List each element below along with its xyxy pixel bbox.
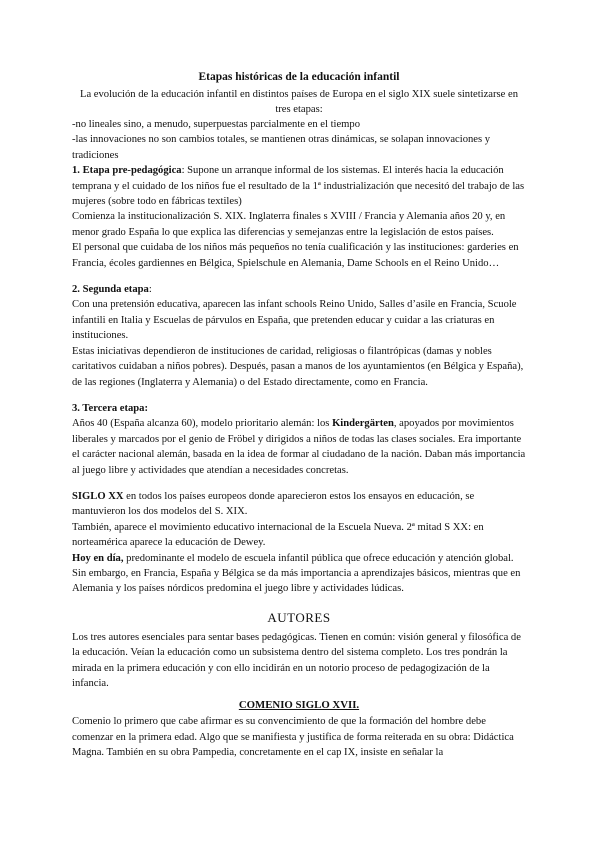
bullet-1: -no lineales sino, a menudo, superpuestas parcialmente en el tiempo [72,119,361,130]
comenio-heading: COMENIO SIGLO XVII. [238,699,360,712]
autores-paragraph: Los tres autores esenciales para sentar bases pedagógicas. Tienen en común: visión general y filosófica de la educación. Veían la educación como un subsistema dentro del sistema completo. Los tres pondrán la mirada en la primera educación y con ello incidirán en un notorio proceso de pedagogización de la infancia. [72,631,521,689]
comenio-paragraph: Comenio lo primero que cabe afirmar es su convencimiento de que la formación del hombre debe comenzar en la primera edad. Algo que se manifiesta y justifica de forma reiterada en su obra: Didáctica Magna. También en su obra Pampedia, concretamente en el cap IX, insiste en señalar la [72,716,514,759]
siglo-xx-label: SIGLO XX [72,490,124,502]
kindergarten-term: Kindergärten [332,418,394,430]
hoy-label: Hoy en día, [72,552,124,564]
stage1-heading: 1. Etapa pre-pedagógica [72,165,182,177]
autores-heading: AUTORES [267,609,331,625]
bullet-2: -las innovaciones no son cambios totales, se mantienen otras dinámicas, se solapan innovaciones y tradiciones [72,134,491,161]
stage2-paragraph-2: Estas iniciativas dependieron de instituciones de caridad, religiosas o filantrópicas (damas y nobles caritativos cuidaban a niños pobres). Después, pasan a manos de los ayuntamientos (en Bélgica y España), de las regiones (Inglaterra y Alemania) o del Estado directamente, como en Francia. [72,345,524,388]
stage3-heading-line [72,401,526,416]
stage3-paragraph: Años 40 (España alcanza 60), modelo prioritario alemán: los Kindergärten, apoyados por movimientos liberales y marcados por el genio de Fröbel y dirigidos a niños de todas las clases sociales. Era importante el carácter nacional alemán, basada en la idea de formar al ciudadano de la nación. Daban más importancia al juego libre y actividades que atendían a necesidades concretas. [72,418,526,476]
stage1-paragraph-2: Comienza la institucionalización S. XIX. Inglaterra finales s XVIII / Francia y Alemania años 20 y, en menor grado España lo que explica las diferencias y semejanzas entre la legislación de estos países. [72,211,506,238]
stage2-heading-line: 2. Segunda etapa: [72,284,152,296]
siglo-xx-paragraph: SIGLO XX en todos los países europeos donde aparecieron estos los ensayos en educación, se mantuvieron los dos modelos del S. XIX. [72,490,475,518]
stage1-paragraph [72,163,526,209]
stage1-text: : Supone un arranque informal de los sistemas. El interés hacia la educación temprana y el cuidado de los niños fue el resultado de la 1ª industrialización que necesitó del trabajo de las mujeres (sobre todo en fábricas textiles) [72,165,525,208]
document-title: Etapas históricas de la educación infantil [198,71,400,83]
hoy-paragraph: Hoy en día, predominante el modelo de escuela infantil pública que ofrece educación y atención global. Sin embargo, en Francia, España y Bélgica se da más importancia a aprendizajes básicos, mientras que en Alemania y los países nórdicos predomina el juego libre y actividades lúdicas. [72,552,521,595]
stage1-paragraph-3: El personal que cuidaba de los niños más pequeños no tenía cualificación y las instituciones: garderies en Francia, écoles gardiennes en Bélgica, Spielschule en Alemania, Dame Schools en el Reino Unido… [72,242,519,269]
stage2-paragraph-1: Con una pretensión educativa, aparecen las infant schools Reino Unido, Salles d’asile en Francia, Scuole infantili en Italia y Escuelas de párvulos en España, que pretenden educar y cuidar a las criaturas en instituciones. [72,299,517,342]
stage3-heading: 3. Tercera etapa: [72,402,149,414]
stage2-heading: 2. Segunda etapa [72,284,149,296]
siglo-xx-paragraph-2: También, aparece el movimiento educativo internacional de la Escuela Nueva. 2ª mitad S XX: en norteamérica aparece la educación de Dewey. [72,521,484,549]
intro-paragraph: La evolución de la educación infantil en distintos países de Europa en el siglo XIX suele sintetizarse en tres etapas: [79,89,519,115]
